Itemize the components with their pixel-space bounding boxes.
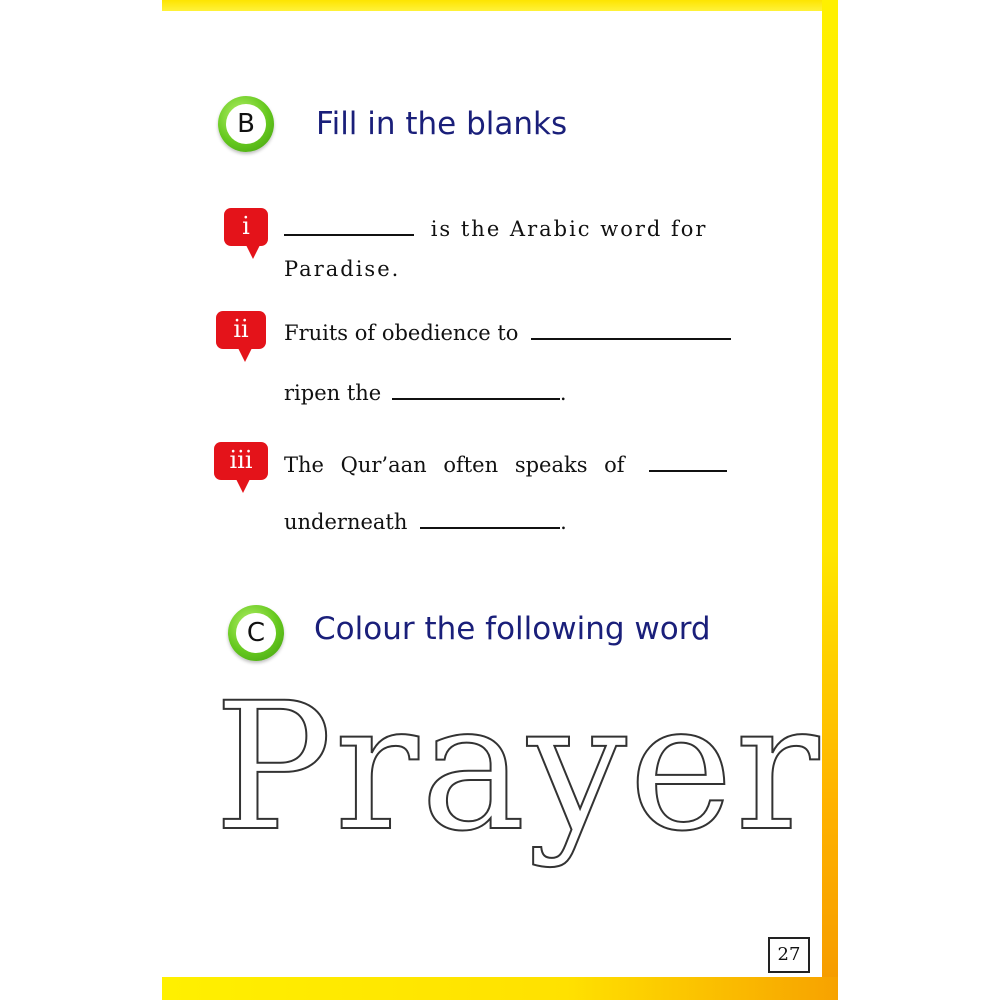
item-i-line-1 xyxy=(284,214,707,241)
item-i-marker: i xyxy=(224,208,268,246)
item-iii-text-2: underneath xyxy=(284,510,408,534)
item-ii-text: Fruits of obedience to xyxy=(284,321,519,345)
item-ii-marker: ii xyxy=(216,311,266,349)
section-b-badge-letter: B xyxy=(226,104,266,144)
item-ii-text-2: ripen the xyxy=(284,381,382,405)
item-iii-line-2 xyxy=(284,507,567,534)
item-iii-line-1 xyxy=(284,450,727,477)
item-i-blank[interactable] xyxy=(284,214,414,236)
item-ii-line-1 xyxy=(284,318,731,345)
top-border xyxy=(162,0,838,11)
item-i-line-2: Paradise. xyxy=(284,257,401,281)
page-number: 27 xyxy=(768,937,810,973)
section-c-badge xyxy=(228,605,284,661)
section-c-title: Colour the following word xyxy=(314,611,711,647)
item-iii-blank-2[interactable] xyxy=(420,507,560,529)
item-ii-line-2 xyxy=(284,378,567,405)
item-ii-blank-2[interactable] xyxy=(392,378,560,400)
colouring-word[interactable]: Prayer xyxy=(214,665,822,870)
item-ii-period: . xyxy=(559,381,567,405)
item-ii-blank-1[interactable] xyxy=(531,318,731,340)
item-iii-period: . xyxy=(560,510,567,534)
section-b-title: Fill in the blanks xyxy=(316,106,568,142)
item-iii-blank-1[interactable] xyxy=(649,450,727,472)
section-c-badge-letter: C xyxy=(236,613,276,653)
right-border xyxy=(822,0,838,1000)
bottom-border xyxy=(162,977,838,1000)
item-iii-marker: iii xyxy=(214,442,268,480)
section-b-badge xyxy=(218,96,274,152)
item-i-text: is the Arabic word for xyxy=(430,217,708,241)
item-iii-text: The Qur’aan often speaks of xyxy=(284,453,625,477)
